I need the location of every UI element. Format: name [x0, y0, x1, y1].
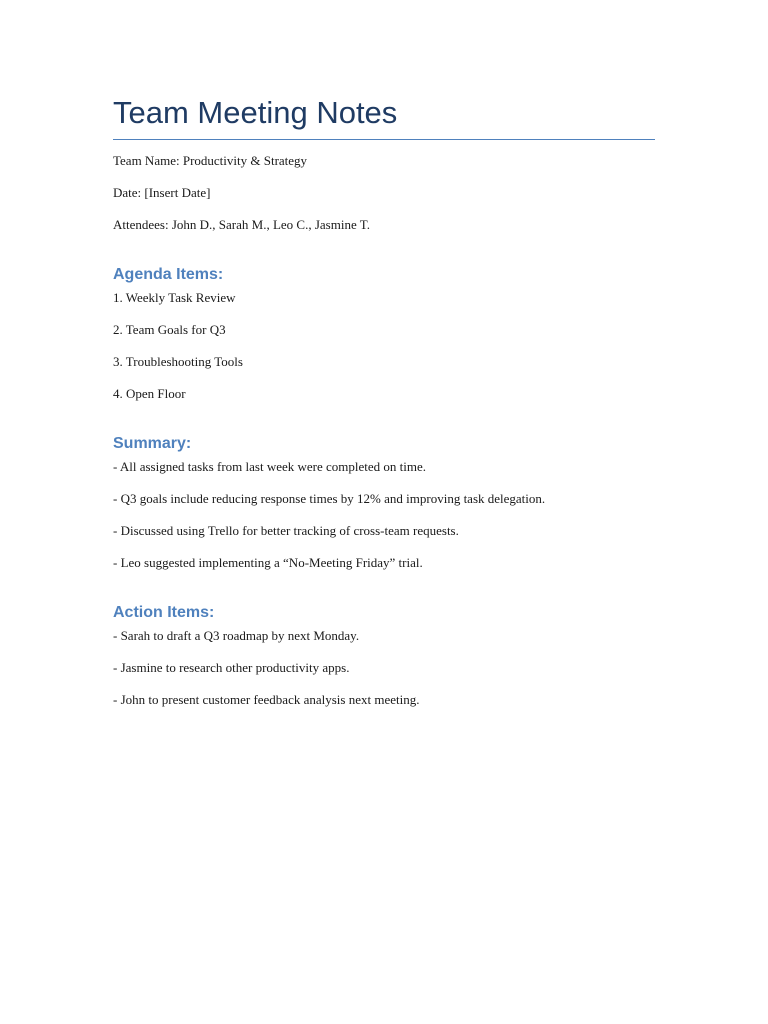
action-items-heading: Action Items: — [113, 604, 215, 621]
summary-list — [113, 458, 655, 572]
document-title: Team Meeting Notes — [113, 93, 655, 140]
summary-section — [113, 433, 655, 572]
list-item: - All assigned tasks from last week were completed on time. — [113, 459, 427, 474]
action-items-list — [113, 627, 655, 709]
date-line: Date: [Insert Date] — [113, 185, 211, 200]
meeting-meta — [113, 152, 655, 234]
list-item: - John to present customer feedback analysis next meeting. — [113, 692, 420, 707]
document-page — [113, 93, 655, 723]
list-item: 2. Team Goals for Q3 — [113, 322, 226, 337]
list-item: - Leo suggested implementing a “No-Meeting Friday” trial. — [113, 555, 423, 570]
attendees-line: Attendees: John D., Sarah M., Leo C., Jasmine T. — [113, 217, 370, 232]
action-items-section — [113, 602, 655, 709]
list-item: - Sarah to draft a Q3 roadmap by next Monday. — [113, 628, 360, 643]
team-name-line: Team Name: Productivity & Strategy — [113, 153, 308, 168]
agenda-list — [113, 289, 655, 403]
agenda-section — [113, 264, 655, 403]
summary-heading: Summary: — [113, 435, 192, 452]
list-item: 3. Troubleshooting Tools — [113, 354, 243, 369]
list-item: 1. Weekly Task Review — [113, 290, 236, 305]
list-item: 4. Open Floor — [113, 386, 186, 401]
list-item: - Discussed using Trello for better tracking of cross-team requests. — [113, 523, 459, 538]
agenda-heading: Agenda Items: — [113, 266, 224, 283]
list-item: - Jasmine to research other productivity apps. — [113, 660, 350, 675]
list-item: - Q3 goals include reducing response times by 12% and improving task delegation. — [113, 491, 546, 506]
